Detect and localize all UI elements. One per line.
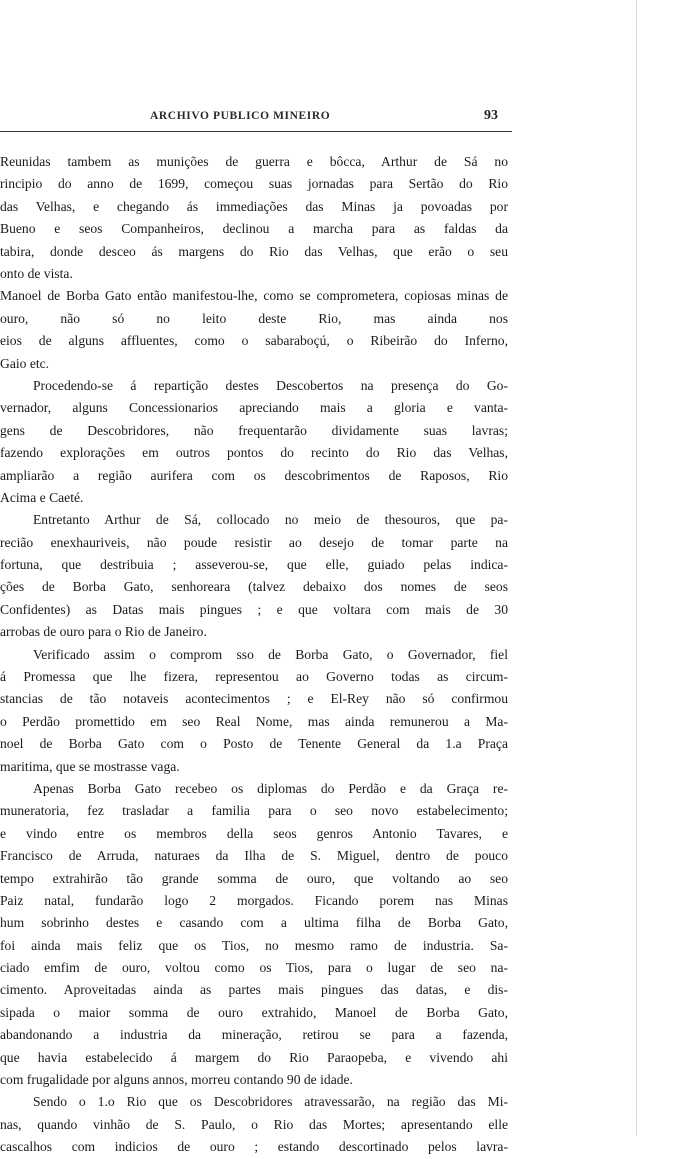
text-line: á Promessa que lhe fizera, representou ao Governo todas as circum- xyxy=(0,669,508,685)
text-line: cimento. Aproveitadas ainda as partes mais pingues das datas, e dis- xyxy=(0,982,508,998)
text-line: Manoel de Borba Gato então manifestou-lhe, como se comprometera, copiosas minas de ouro, não só no leito deste Rio, mas ainda nos xyxy=(0,288,508,326)
header-rule xyxy=(0,131,512,132)
page-number: 93 xyxy=(484,108,498,123)
text-line: Sendo o 1.o Rio que os Descobridores atravessarão, na região das Mi- xyxy=(33,1094,508,1110)
text-line: tempo extrahirão tão grande somma de ouro, que voltando ao seo xyxy=(0,870,508,886)
text-line: Apenas Borba Gato recebeo os diplomas do Perdão e da Graça re- xyxy=(33,780,508,796)
text-line: cascalhos com indicios de ouro ; estando descortinado pelos lavra- xyxy=(0,1139,508,1155)
page-header xyxy=(0,108,512,130)
text-line: o Perdão promettido em seo Real Nome, mas ainda remunerou a Ma- xyxy=(0,713,508,729)
text-line: Gaio etc. xyxy=(0,355,50,371)
text-line: que havia estabelecido á margem do Rio Paraopeba, e vivendo ahi xyxy=(0,1049,508,1065)
text-line: Bueno e seos Companheiros, declinou a marcha para as faldas da xyxy=(0,221,508,237)
text-line: maritima, que se mostrasse vaga. xyxy=(0,758,180,774)
text-line: hum sobrinho destes e casando com a ultima filha de Borba Gato, xyxy=(0,915,508,931)
text-line: Acima e Caeté. xyxy=(0,489,84,505)
text-line: muneratoria, fez trasladar a familia para o seo novo estabelecimento; xyxy=(0,803,508,819)
text-line: eios de alguns affluentes, como o sabaraboçú, o Ribeirão do Inferno, xyxy=(0,333,508,349)
text-line: gens de Descobridores, não frequentarão dividamente suas lavras; xyxy=(0,422,508,438)
text-line: fazendo explorações em outros pontos do recinto do Rio das Velhas, xyxy=(0,445,508,461)
text-line: ampliarão a região aurifera com os descobrimentos de Raposos, Rio xyxy=(0,467,508,483)
text-line: Reunidas tambem as munições de guerra e bôcca, Arthur de Sá no xyxy=(0,154,508,169)
text-line: Verificado assim o comprom sso de Borba Gato, o Governador, fiel xyxy=(33,646,508,662)
text-line: ções de Borba Gato, senhoreara (talvez debaixo dos nomes de seos xyxy=(0,579,508,595)
text-line: Confidentes) as Datas mais pingues ; e que voltara com mais de 30 xyxy=(0,601,508,617)
text-line: Entretanto Arthur de Sá, collocado no meio de thesouros, que pa- xyxy=(33,512,508,528)
text-line: noel de Borba Gato com o Posto de Tenente General da 1.a Praça xyxy=(0,736,508,752)
text-line: ciado emfim de ouro, voltou como os Tios, para o lugar de seo na- xyxy=(0,960,508,976)
text-line: tabira, donde desceo ás margens do Rio das Velhas, que erão o seu xyxy=(0,243,508,259)
text-line: fortuna, que destribuia ; asseverou-se, que elle, guiado pelas indica- xyxy=(0,557,508,573)
text-line: nas, quando vinhão de S. Paulo, o Rio das Mortes; apresentando elle xyxy=(0,1116,508,1132)
body-text xyxy=(0,151,508,1159)
text-line: stancias de tão notaveis acontecimentos ; e El-Rey não só confirmou xyxy=(0,691,508,707)
text-line: com frugalidade por alguns annos, morreu contando 90 de idade. xyxy=(0,1072,353,1088)
text-line: e vindo entre os membros della seos genros Antonio Tavares, e xyxy=(0,825,508,841)
text-line: Paiz natal, fundarão logo 2 morgados. Ficando porem nas Minas xyxy=(0,892,508,908)
text-line: sipada o maior somma de ouro extrahido, Manoel de Borba Gato, xyxy=(0,1004,508,1020)
text-line: foi ainda mais feliz que os Tios, no mesmo ramo de industria. Sa- xyxy=(0,937,508,953)
page-edge xyxy=(636,0,637,1136)
text-line: onto de vista. xyxy=(0,265,73,281)
text-line: das Velhas, e chegando ás immediações das Minas ja povoadas por xyxy=(0,198,508,214)
text-line: recião enexhauriveis, não poude resistir ao desejo de tomar parte na xyxy=(0,534,508,550)
text-line: Francisco de Arruda, naturaes da Ilha de S. Miguel, dentro de pouco xyxy=(0,848,508,864)
text-line: vernador, alguns Concessionarios apreciando mais a gloria e vanta- xyxy=(0,400,508,416)
text-line: arrobas de ouro para o Rio de Janeiro. xyxy=(0,624,207,640)
text-line: Procedendo-se á repartição destes Descobertos na presença do Go- xyxy=(33,377,508,393)
running-title: ARCHIVO PUBLICO MINEIRO xyxy=(150,110,331,122)
text-line: rincipio do anno de 1699, começou suas jornadas para Sertão do Rio xyxy=(0,176,508,192)
text-line: abandonando a industria da mineração, retirou se para a fazenda, xyxy=(0,1027,508,1043)
